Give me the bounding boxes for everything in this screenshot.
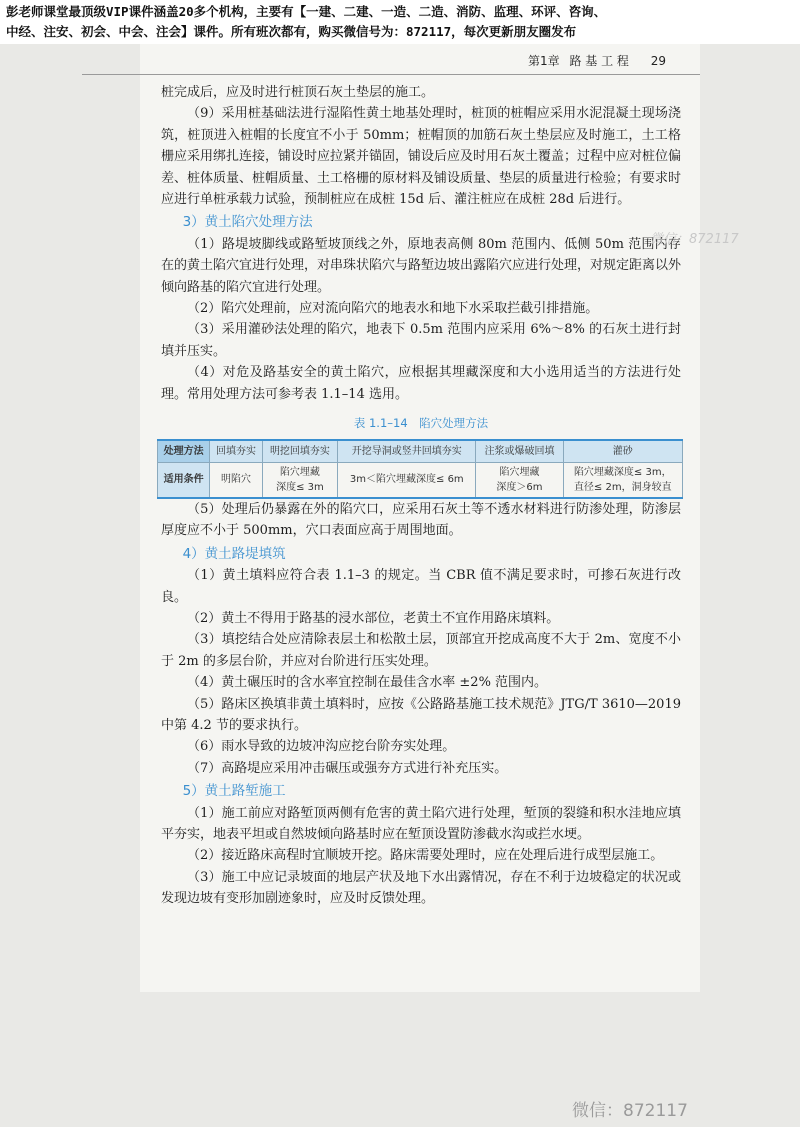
table-cell: 陷穴埋藏 深度≤ 3m [262, 462, 338, 498]
paragraph: （3）填挖结合处应清除表层土和松散土层，顶部宜开挖成高度不大于 2m、宽度不小于 2m 的多层台阶，并应对台阶进行压实处理。 [161, 632, 681, 669]
table-cell: 陷穴埋藏 深度＞6m [476, 462, 563, 498]
table-header-cell: 注浆或爆破回填 [476, 440, 563, 463]
chapter-label: 第1章 [527, 54, 560, 68]
table-header-cell: 处理方法 [158, 440, 210, 463]
page-body [161, 82, 681, 910]
paragraph: 桩完成后，应及时进行桩顶石灰土垫层的施工。 [161, 85, 435, 100]
header-rule [82, 74, 700, 75]
paragraph: （1）黄土填料应符合表 1.1–3 的规定。当 CBR 值不满足要求时，可掺石灰进行改良。 [161, 568, 681, 605]
page-number: 29 [650, 54, 666, 68]
table-row [158, 462, 683, 498]
paragraph: （5）处理后仍暴露在外的陷穴口，应采用石灰土等不透水材料进行防渗处理，防渗层厚度应不小于 500mm，穴口表面应高于周围地面。 [161, 501, 681, 539]
paragraph: （7）高路堤应采用冲击碾压或强夯方式进行补充压实。 [187, 760, 508, 776]
paragraph: （2）陷穴处理前，应对流向陷穴的地表水和地下水采取拦截引排措施。 [187, 301, 599, 317]
table-header-row [158, 440, 683, 463]
table-title: 表 1.1–14 陷穴处理方法 [353, 416, 489, 431]
banner-line-1: 彭老师课堂最顶级VIP课件涵盖20多个机构，主要有【一建、二建、一造、二造、消防、监理、环评、咨询、 [6, 4, 607, 19]
watermark-side: 微信：872117 [650, 232, 739, 247]
paragraph: （4）对危及路基安全的黄土陷穴，应根据其埋藏深度和大小选用适当的方法进行处理。常用处理方法可参考表 1.1–14 选用。 [161, 365, 681, 402]
table-cell: 明陷穴 [210, 462, 262, 498]
table-header-cell: 明挖回填夯实 [262, 440, 338, 463]
table-header-cell: 回填夯实 [210, 440, 262, 463]
cave-treatment-table [157, 439, 683, 499]
paragraph: （1）路堤坡脚线或路堑坡顶线之外，原地表高侧 80m 范围内、低侧 50m 范围内存在的黄土陷穴宜进行处理，对串珠状陷穴与路堑边坡出露陷穴应进行处理，对规定距离以外倾向路基的陷穴宜进行处理。 [161, 236, 682, 295]
paragraph: （6）雨水导致的边坡冲沟应挖台阶夯实处理。 [187, 739, 456, 755]
section-heading: 3）黄土陷穴处理方法 [182, 214, 313, 231]
paragraph: （2）接近路床高程时宜顺坡开挖。路床需要处理时，应在处理后进行成型层施工。 [187, 848, 664, 864]
table-header-cell: 灌砂 [563, 440, 682, 463]
page-header [522, 52, 666, 69]
banner-line-2: 中经、注安、初会、中会、注会】课件。所有班次都有，购买微信号为：872117，每次更新朋友圈发布 [6, 24, 577, 39]
paragraph: （2）黄土不得用于路基的浸水部位，老黄土不宜作用路床填料。 [187, 610, 560, 626]
paragraph: （1）施工前应对路堑顶两侧有危害的黄土陷穴进行处理，堑顶的裂缝和积水洼地应填平夯实，地表平坦或自然坡倾向路基时应在堑顶设置防渗截水沟或拦水埂。 [161, 805, 681, 842]
table-row-label: 适用条件 [158, 462, 210, 498]
paragraph: （4）黄土碾压时的含水率宜控制在最佳含水率 ±2% 范围内。 [187, 675, 548, 691]
paragraph: （3）采用灌砂法处理的陷穴，地表下 0.5m 范围内应采用 6%～8% 的石灰土进行封填并压实。 [161, 322, 681, 359]
paragraph: （9）采用桩基础法进行湿陷性黄土地基处理时，桩顶的桩帽应采用水泥混凝土现场浇筑，桩顶进入桩帽的长度宜不小于 50mm；桩帽顶的加筋石灰土垫层应及时施工，土工格栅应采用绑扎连接，铺设时应拉紧并锚固，铺设后应及时用石灰土覆盖；过程中应对桩位偏差、桩体质量、桩帽质量、土工格栅的原材料及铺设质量、垫层的质量进行检验；有要求时应进行单桩承载力试验，预制桩应在成桩 15d 后、灌注桩应在成桩 28d 后进行。 [161, 106, 682, 208]
promo-banner [0, 0, 800, 44]
table-cell: 3m＜陷穴埋藏深度≤ 6m [338, 462, 476, 498]
watermark-bottom: 微信：872117 [572, 1101, 688, 1121]
chapter-title: 路 基 工 程 [569, 54, 629, 68]
section-heading: 5）黄土路堑施工 [182, 783, 286, 800]
table-cell: 陷穴埋藏深度≤ 3m， 直径≤ 2m，洞身较直 [563, 462, 682, 498]
section-heading: 4）黄土路堤填筑 [182, 545, 286, 562]
paragraph: （5）路床区换填非黄土填料时，应按《公路路基施工技术规范》JTG/T 3610—2019 中第 4.2 节的要求执行。 [161, 696, 681, 733]
paragraph: （3）施工中应记录坡面的地层产状及地下水出露情况，存在不利于边坡稳定的状况或发现边坡有变形加剧迹象时，应及时反馈处理。 [161, 869, 681, 907]
table-header-cell: 开挖导洞或竖井回填夯实 [338, 440, 476, 463]
book-page [140, 44, 700, 992]
